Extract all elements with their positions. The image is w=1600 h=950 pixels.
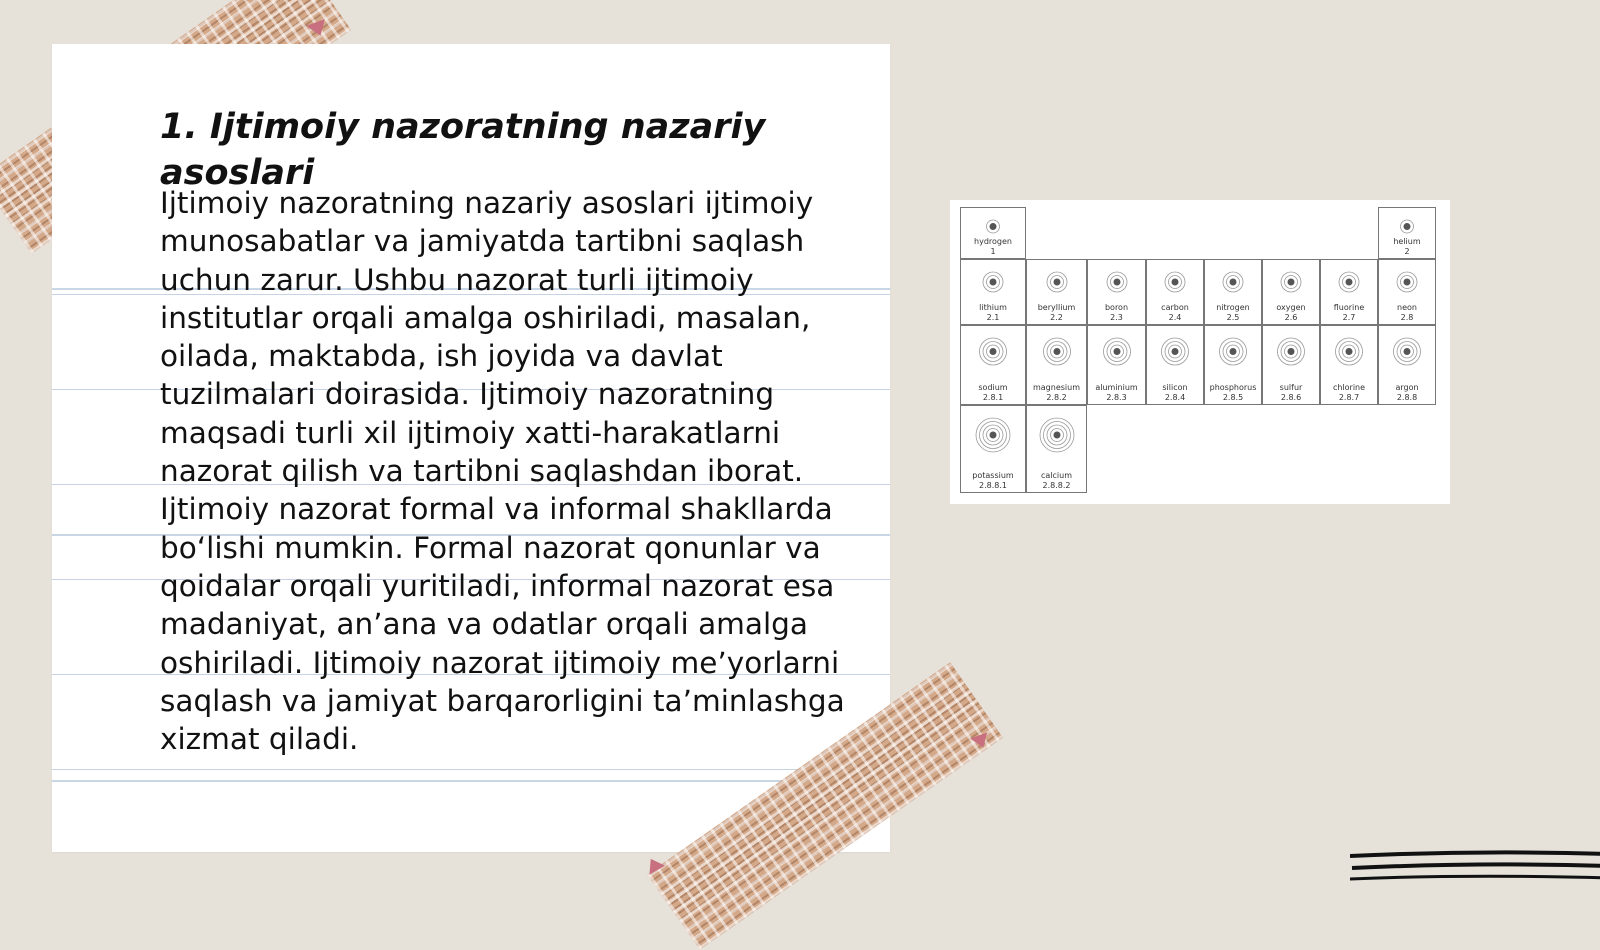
atom-diagram-icon: [1397, 216, 1418, 237]
atom-diagram-icon: [1161, 268, 1189, 296]
atom-diagram-icon: [1274, 334, 1309, 369]
element-cell-fluorine: [1320, 259, 1378, 325]
electron-configuration: 2: [1404, 247, 1410, 256]
electron-configuration: 1: [990, 247, 996, 256]
atom-diagram-icon: [979, 268, 1007, 296]
element-cell-nitrogen: [1204, 259, 1262, 325]
atom-diagram-icon: [1219, 268, 1247, 296]
atom-diagram-icon: [976, 334, 1011, 369]
atom-diagram-icon: [1043, 268, 1071, 296]
electron-configuration: 2.8.7: [1338, 393, 1360, 402]
element-name: aluminium: [1095, 383, 1138, 392]
atom-diagram-icon: [1335, 268, 1363, 296]
electron-configuration: 2.6: [1284, 313, 1298, 322]
atom-diagram-icon: [1039, 334, 1074, 369]
element-cell-potassium: [960, 405, 1026, 493]
element-name: oxygen: [1276, 303, 1306, 312]
element-cell-beryllium: [1026, 259, 1087, 325]
electron-configuration: 2.8.1: [982, 393, 1004, 402]
slide-title: 1. Ijtimoiy nazoratning nazariy asoslari: [160, 107, 766, 193]
electron-configuration: 2.3: [1110, 313, 1123, 322]
electron-configuration: 2.8.8.2: [1042, 481, 1071, 490]
atom-diagram-icon: [1158, 334, 1193, 369]
element-name: silicon: [1162, 383, 1188, 392]
element-name: helium: [1393, 237, 1421, 246]
element-name: potassium: [972, 471, 1014, 480]
electron-configuration: 2.5: [1226, 313, 1240, 322]
element-cell-silicon: [1146, 325, 1204, 405]
paper-rule-line: [52, 769, 890, 770]
element-name: sulfur: [1279, 383, 1303, 392]
electron-configuration: 2.8.8: [1396, 393, 1418, 402]
element-cell-helium: [1378, 207, 1436, 259]
periodic-table-figure: [950, 200, 1450, 504]
element-cell-calcium: [1026, 405, 1087, 493]
element-cell-argon: [1378, 325, 1436, 405]
element-cell-magnesium: [1026, 325, 1087, 405]
electron-configuration: 2.8.8.1: [979, 481, 1007, 490]
electron-configuration: 2.8.5: [1222, 393, 1244, 402]
atom-diagram-icon: [1393, 268, 1421, 296]
electron-configuration: 2.2: [1050, 313, 1063, 322]
element-cell-lithium: [960, 259, 1026, 325]
element-name: sodium: [978, 383, 1008, 392]
atom-diagram-icon: [972, 414, 1014, 456]
element-cell-carbon: [1146, 259, 1204, 325]
element-cell-neon: [1378, 259, 1436, 325]
electron-configuration: 2.8.2: [1046, 393, 1067, 402]
element-name: magnesium: [1032, 383, 1081, 392]
element-cell-boron: [1087, 259, 1146, 325]
atom-diagram-icon: [1036, 414, 1078, 456]
element-name: calcium: [1040, 471, 1072, 480]
atom-diagram-icon: [1216, 334, 1251, 369]
decorative-scribble-lines: [1350, 848, 1600, 888]
element-cell-oxygen: [1262, 259, 1320, 325]
atom-diagram-icon: [1332, 334, 1367, 369]
element-name: beryllium: [1037, 303, 1076, 312]
element-name: hydrogen: [974, 237, 1012, 246]
electron-configuration: 2.8.4: [1164, 393, 1186, 402]
element-cell-aluminium: [1087, 325, 1146, 405]
element-cell-sulfur: [1262, 325, 1320, 405]
electron-configuration: 2.7: [1342, 313, 1356, 322]
atom-diagram-icon: [1277, 268, 1305, 296]
electron-configuration: 2.8: [1400, 313, 1414, 322]
element-name: boron: [1104, 303, 1129, 312]
element-name: carbon: [1161, 303, 1189, 312]
element-name: fluorine: [1333, 303, 1365, 312]
electron-configuration: 2.1: [986, 313, 1000, 322]
element-name: chlorine: [1332, 383, 1366, 392]
atom-diagram-icon: [1099, 334, 1134, 369]
element-name: argon: [1395, 383, 1419, 392]
atom-diagram-icon: [1390, 334, 1425, 369]
element-name: nitrogen: [1216, 303, 1250, 312]
element-cell-phosphorus: [1204, 325, 1262, 405]
electron-configuration: 2.8.3: [1106, 393, 1127, 402]
element-cell-sodium: [960, 325, 1026, 405]
element-cell-chlorine: [1320, 325, 1378, 405]
element-cell-hydrogen: [960, 207, 1026, 259]
electron-configuration: 2.8.6: [1280, 393, 1302, 402]
electron-configuration: 2.4: [1168, 313, 1182, 322]
atom-diagram-icon: [983, 216, 1004, 237]
element-name: neon: [1397, 303, 1417, 312]
atom-diagram-icon: [1103, 268, 1131, 296]
slide-body-text: Ijtimoiy nazoratning nazariy asoslari ijtimoiy munosabatlar va jamiyatda tartibni saqlash uchun zarur. Ushbu nazorat turli ijtimoiy institutlar orqali amalga oshiriladi, masalan, oilada, maktabda, ish joyida va davlat tuzilmalari doirasida. Ijtimoiy nazoratning maqsadi turli xil ijtimoiy xatti-harakatlarni nazorat qilish va tartibni saqlashdan iborat. Ijtimoiy nazorat formal va informal shakllarda bo‘lishi mumkin. Formal nazorat qonunlar va qoidalar orqali yuritiladi, informal nazorat esa madaniyat, an’ana va odatlar orqali amalga oshiriladi. Ijtimoiy nazorat ijtimoiy me’yorlarni saqlash va jamiyat barqarorligini ta’minlashga xizmat qiladi.: [160, 186, 845, 757]
element-name: lithium: [979, 303, 1007, 312]
element-name: phosphorus: [1209, 383, 1257, 392]
